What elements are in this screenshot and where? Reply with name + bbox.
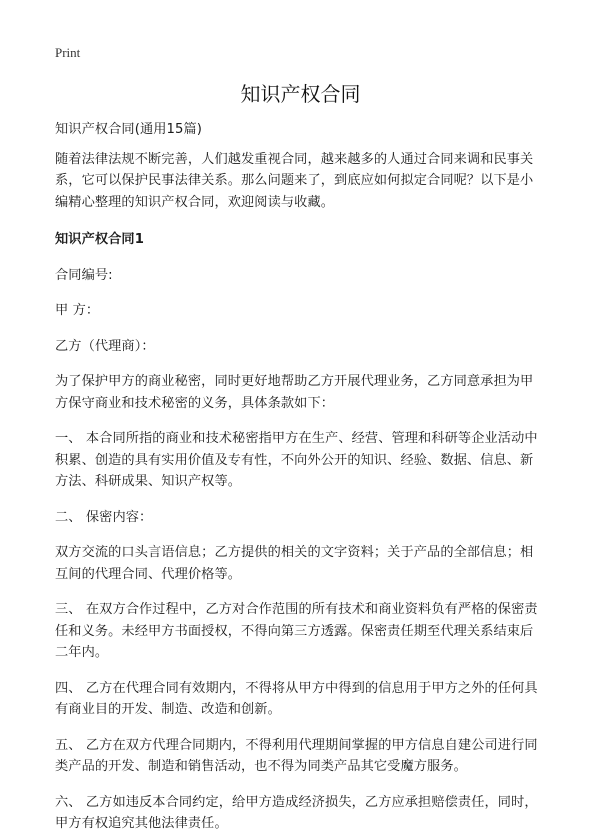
print-link[interactable]: Print <box>55 45 81 60</box>
clause-2-content: 双方交流的口头言语信息；乙方提供的相关的文字资料；关于产品的全部信息；相互间的代理合同、代理价格等。 <box>55 545 534 582</box>
clause-2: 二、 保密内容： <box>55 509 153 525</box>
clause-4: 四、 乙方在代理合同有效期内，不得将从甲方中得到的信息用于甲方之外的任何具有商业目的开发、制造、改造和创新。 <box>55 680 538 717</box>
contract-number-line: 合同编号: <box>55 267 113 283</box>
party-a-line: 甲 方： <box>55 303 100 318</box>
clause-6: 六、 乙方如违反本合同约定，给甲方造成经济损失，乙方应承担赔偿责任，同时，甲方有权追究其他法律责任。 <box>55 794 538 831</box>
clause-3: 三、 在双方合作过程中，乙方对合作范围的所有技术和商业资料负有严格的保密责任和义务。未经甲方书面授权，不得向第三方透露。保密责任期至代理关系结束后二年内。 <box>55 602 538 660</box>
intro-paragraph: 随着法律法规不断完善，人们越发重视合同，越来越多的人通过合同来调和民事关系，它可以保护民事法律关系。那么问题来了，到底应如何拟定合同呢？以下是小编精心整理的知识产权合同，欢迎阅读与收藏。 <box>55 151 534 210</box>
clause-5: 五、 乙方在双方代理合同期内，不得利用代理期间掌握的甲方信息自建公司进行同类产品的开发、制造和销售活动，也不得为同类产品其它受魔方服务。 <box>55 737 538 774</box>
clause-1: 一、 本合同所指的商业和技术秘密指甲方在生产、经营、管理和科研等企业活动中积累、创造的具有实用价值及专有性，不向外公开的知识、经验、数据、信息、新方法、科研成果、知识产权等。 <box>55 431 538 489</box>
document-title: 知识产权合同 <box>240 82 361 106</box>
document-subtitle: 知识产权合同(通用15篇) <box>55 122 203 137</box>
preamble-paragraph: 为了保护甲方的商业秘密，同时更好地帮助乙方开展代理业务，乙方同意承担为甲方保守商业和技术秘密的义务，具体条款如下： <box>55 374 534 411</box>
party-b-line: 乙方（代理商）： <box>55 338 155 354</box>
section-heading: 知识产权合同1 <box>55 232 145 247</box>
